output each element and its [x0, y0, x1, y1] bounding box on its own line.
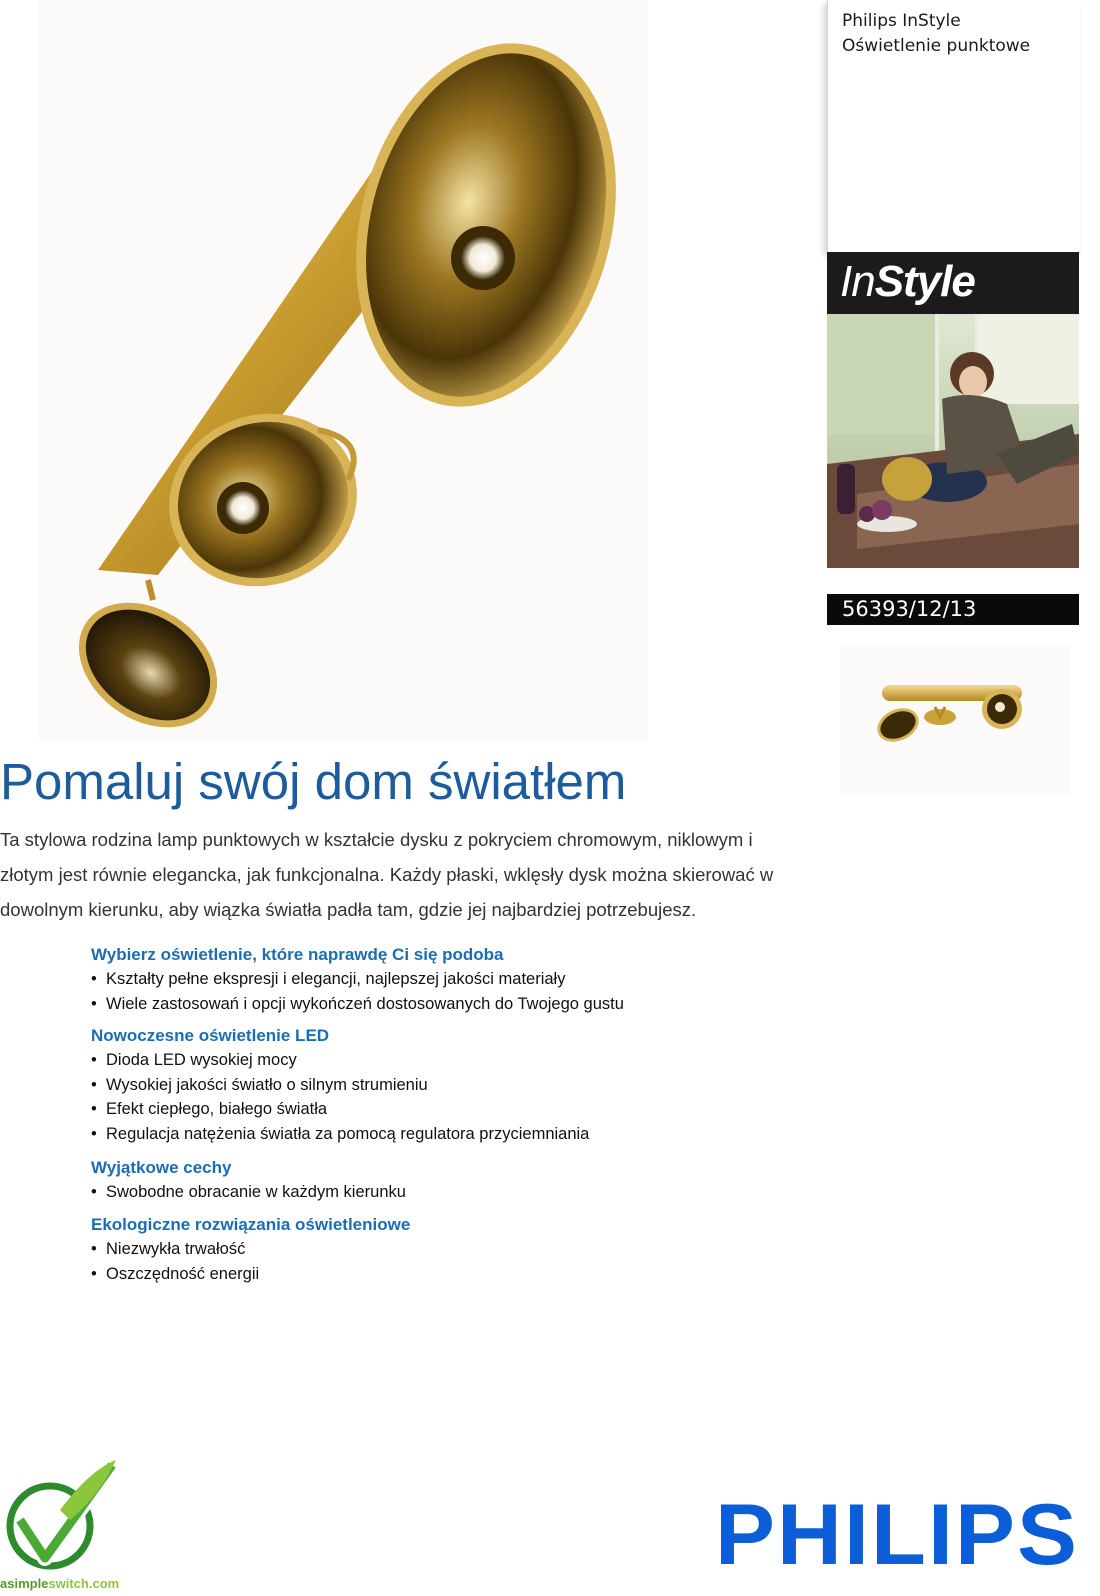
asimpleswitch-logo-icon [0, 1450, 140, 1596]
style-name-bold: Style [874, 257, 975, 306]
feature-item: • Niezwykła trwałość [91, 1237, 791, 1262]
philips-wordmark: PHILIPS [715, 1494, 1079, 1572]
style-name [840, 256, 975, 308]
feature-item: • Swobodne obracanie w każdym kierunku [91, 1180, 791, 1205]
feature-title: Ekologiczne rozwiązania oświetleniowe [91, 1215, 411, 1234]
feature-item: • Efekt ciepłego, białego światła [91, 1097, 791, 1122]
brand-name: Philips InStyle [842, 11, 961, 31]
feature-item: • Dioda LED wysokiej mocy [91, 1048, 791, 1073]
feature-group [91, 942, 791, 1016]
feature-group [91, 1155, 791, 1205]
feature-title: Wybierz oświetlenie, które naprawdę Ci się podoba [91, 945, 504, 964]
feature-item: • Regulacja natężenia światła za pomocą regulatora przyciemniania [91, 1122, 791, 1147]
product-thumbnail [840, 645, 1070, 795]
product-hero-image [38, 0, 648, 740]
style-name-light: In [840, 257, 875, 306]
asimpleswitch-part1: asimple [0, 1576, 49, 1591]
lifestyle-photo [827, 314, 1079, 568]
feature-title: Wyjątkowe cechy [91, 1158, 232, 1177]
feature-group [91, 1023, 791, 1146]
philips-logo [712, 1494, 1082, 1572]
feature-item: • Oszczędność energii [91, 1262, 791, 1287]
feature-item: • Wysokiej jakości światło o silnym strumieniu [91, 1073, 791, 1098]
asimpleswitch-wordmark [0, 1576, 119, 1592]
headline: Pomaluj swój dom światłem [0, 753, 627, 810]
product-code: 56393/12/13 [842, 597, 977, 621]
intro-paragraph: Ta stylowa rodzina lamp punktowych w kształcie dysku z pokryciem chromowym, niklowym i złotym jest równie elegancka, jak funkcjonalna. Każdy płaski, wklęsły dysk można skierować w dowolnym kierunku, aby wiązka światła padła tam, gdzie jej najbardziej potrzebujesz. [0, 829, 774, 920]
feature-title: Nowoczesne oświetlenie LED [91, 1026, 330, 1045]
feature-item: • Wiele zastosowań i opcji wykończeń dostosowanych do Twojego gustu [91, 992, 791, 1017]
feature-item: • Kształty pełne ekspresji i elegancji, najlepszej jakości materiały [91, 967, 791, 992]
product-category: Oświetlenie punktowe [842, 36, 1031, 56]
asimpleswitch-part2: switch.com [48, 1576, 120, 1591]
feature-group [91, 1212, 791, 1286]
